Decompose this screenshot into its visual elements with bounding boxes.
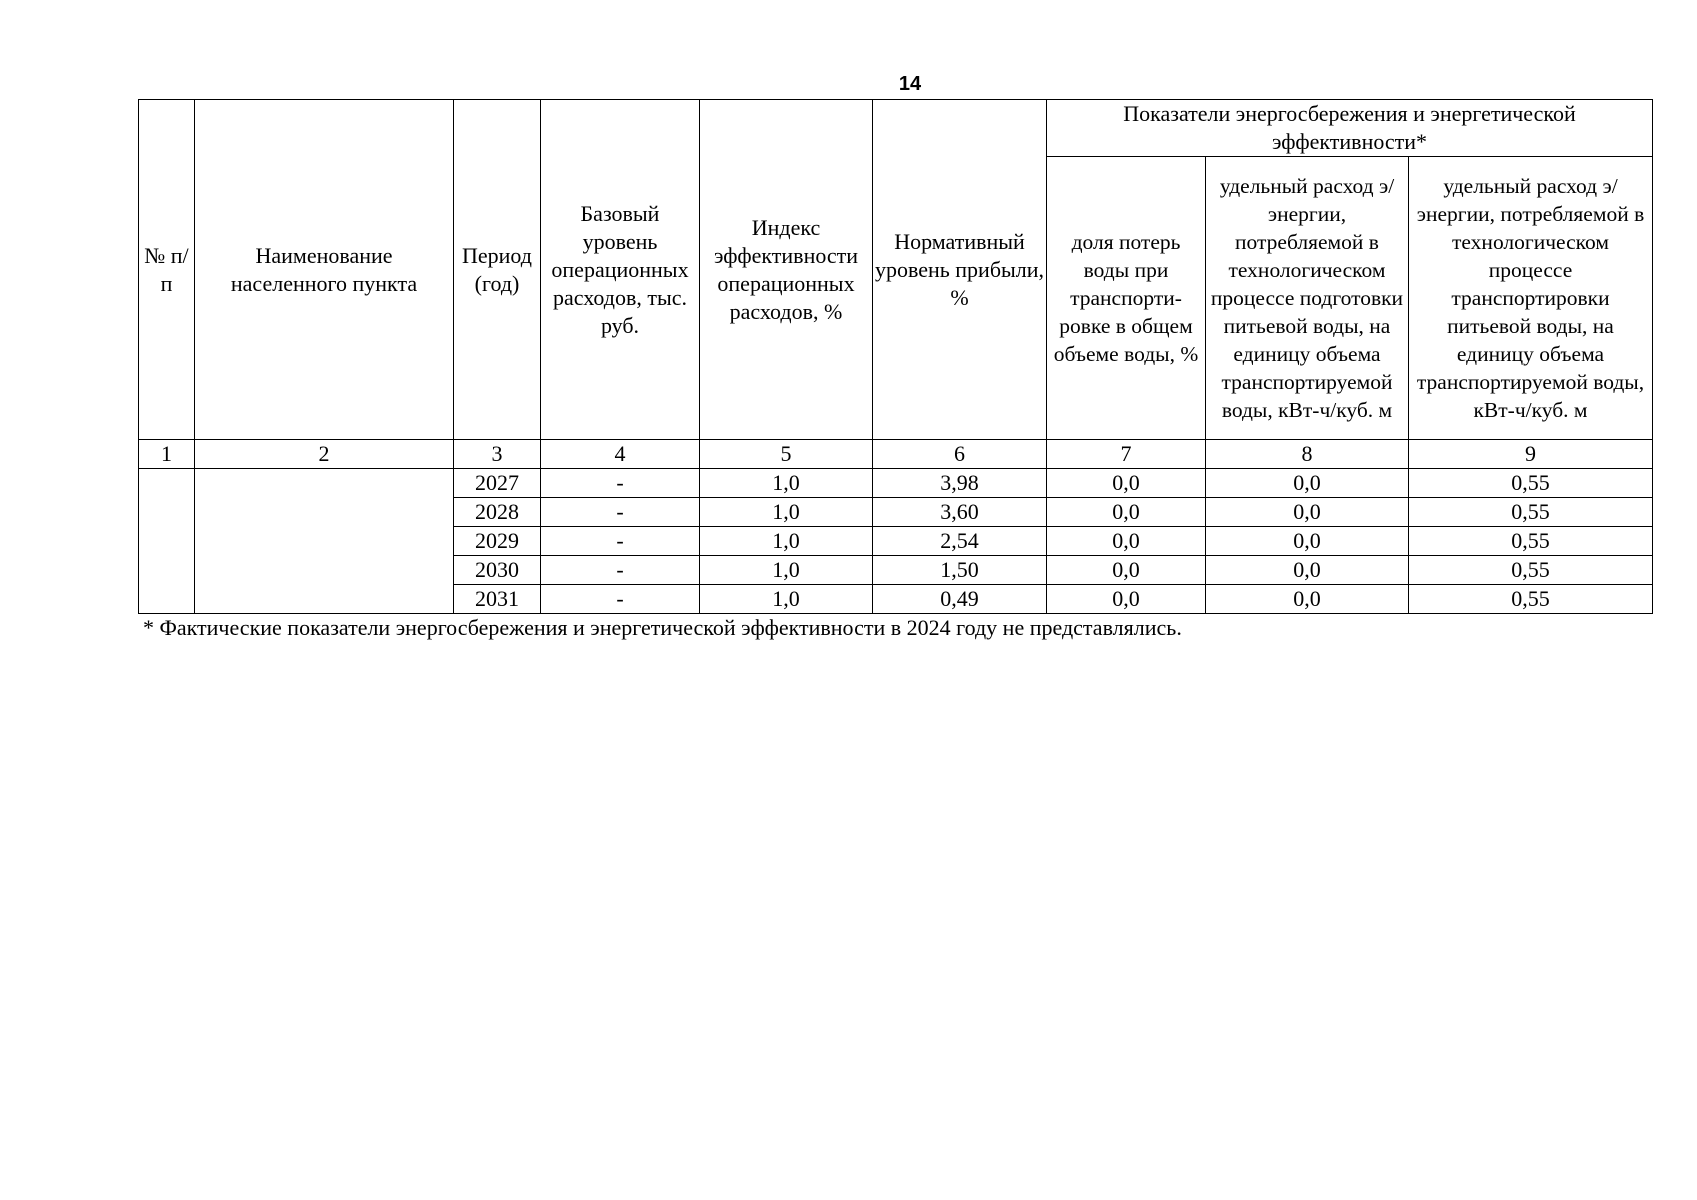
column-numbers-row — [139, 440, 1653, 469]
page-number: 14 — [898, 73, 922, 95]
row-number-cell — [139, 469, 195, 614]
settlement-name-cell — [195, 469, 454, 614]
table-row — [139, 469, 1653, 498]
column-number: 1 — [139, 440, 195, 469]
year-cell: 2027 — [454, 469, 541, 498]
column-number: 2 — [195, 440, 454, 469]
year-cell: 2028 — [454, 498, 541, 527]
energy-preparation-cell: 0,0 — [1206, 556, 1409, 585]
energy-transport-cell: 0,55 — [1409, 498, 1653, 527]
water-loss-cell: 0,0 — [1047, 556, 1206, 585]
header-number: № п/п — [139, 100, 195, 440]
year-cell: 2031 — [454, 585, 541, 614]
year-cell: 2030 — [454, 556, 541, 585]
header-energy-preparation: удельный расход э/энергии, потребляемой в технологическом процессе подготовки питьевой воды, на единицу объема транспортируемой воды, кВт-ч/куб. м — [1206, 157, 1409, 440]
base-opex-cell: - — [541, 585, 700, 614]
year-cell: 2029 — [454, 527, 541, 556]
header-water-loss: доля потерь воды при транспорти-ровке в общем объеме воды, % — [1047, 157, 1206, 440]
header-energy-group: Показатели энергосбережения и энергетической эффективности* — [1047, 100, 1653, 157]
column-number: 3 — [454, 440, 541, 469]
profit-level-cell: 1,50 — [873, 556, 1047, 585]
profit-level-cell: 3,60 — [873, 498, 1047, 527]
column-number: 5 — [700, 440, 873, 469]
energy-preparation-cell: 0,0 — [1206, 585, 1409, 614]
header-settlement-name: Наименование населенного пункта — [195, 100, 454, 440]
base-opex-cell: - — [541, 469, 700, 498]
water-loss-cell: 0,0 — [1047, 585, 1206, 614]
energy-transport-cell: 0,55 — [1409, 556, 1653, 585]
column-number: 6 — [873, 440, 1047, 469]
efficiency-index-cell: 1,0 — [700, 527, 873, 556]
efficiency-index-cell: 1,0 — [700, 469, 873, 498]
energy-transport-cell: 0,55 — [1409, 585, 1653, 614]
energy-transport-cell: 0,55 — [1409, 527, 1653, 556]
water-loss-cell: 0,0 — [1047, 527, 1206, 556]
profit-level-cell: 0,49 — [873, 585, 1047, 614]
column-number: 8 — [1206, 440, 1409, 469]
energy-preparation-cell: 0,0 — [1206, 469, 1409, 498]
footnote: * Фактические показатели энергосбережения и энергетической эффективности в 2024 году не представлялись. — [143, 615, 1182, 640]
profit-level-cell: 2,54 — [873, 527, 1047, 556]
profit-level-cell: 3,98 — [873, 469, 1047, 498]
indicators-table — [138, 99, 1653, 614]
efficiency-index-cell: 1,0 — [700, 498, 873, 527]
efficiency-index-cell: 1,0 — [700, 585, 873, 614]
header-energy-transport: удельный расход э/энергии, потребляемой в технологическом процессе транспортировки питьевой воды, на единицу объема транспортируемой воды, кВт-ч/куб. м — [1409, 157, 1653, 440]
energy-transport-cell: 0,55 — [1409, 469, 1653, 498]
energy-preparation-cell: 0,0 — [1206, 527, 1409, 556]
base-opex-cell: - — [541, 498, 700, 527]
energy-preparation-cell: 0,0 — [1206, 498, 1409, 527]
header-base-opex: Базовый уровень операционных расходов, тыс. руб. — [541, 100, 700, 440]
base-opex-cell: - — [541, 527, 700, 556]
column-number: 7 — [1047, 440, 1206, 469]
header-profit-level: Нормативный уровень прибыли, % — [873, 100, 1047, 440]
header-efficiency-index: Индекс эффективности операционных расходов, % — [700, 100, 873, 440]
efficiency-index-cell: 1,0 — [700, 556, 873, 585]
header-period: Период (год) — [454, 100, 541, 440]
column-number: 9 — [1409, 440, 1653, 469]
water-loss-cell: 0,0 — [1047, 498, 1206, 527]
column-number: 4 — [541, 440, 700, 469]
base-opex-cell: - — [541, 556, 700, 585]
water-loss-cell: 0,0 — [1047, 469, 1206, 498]
